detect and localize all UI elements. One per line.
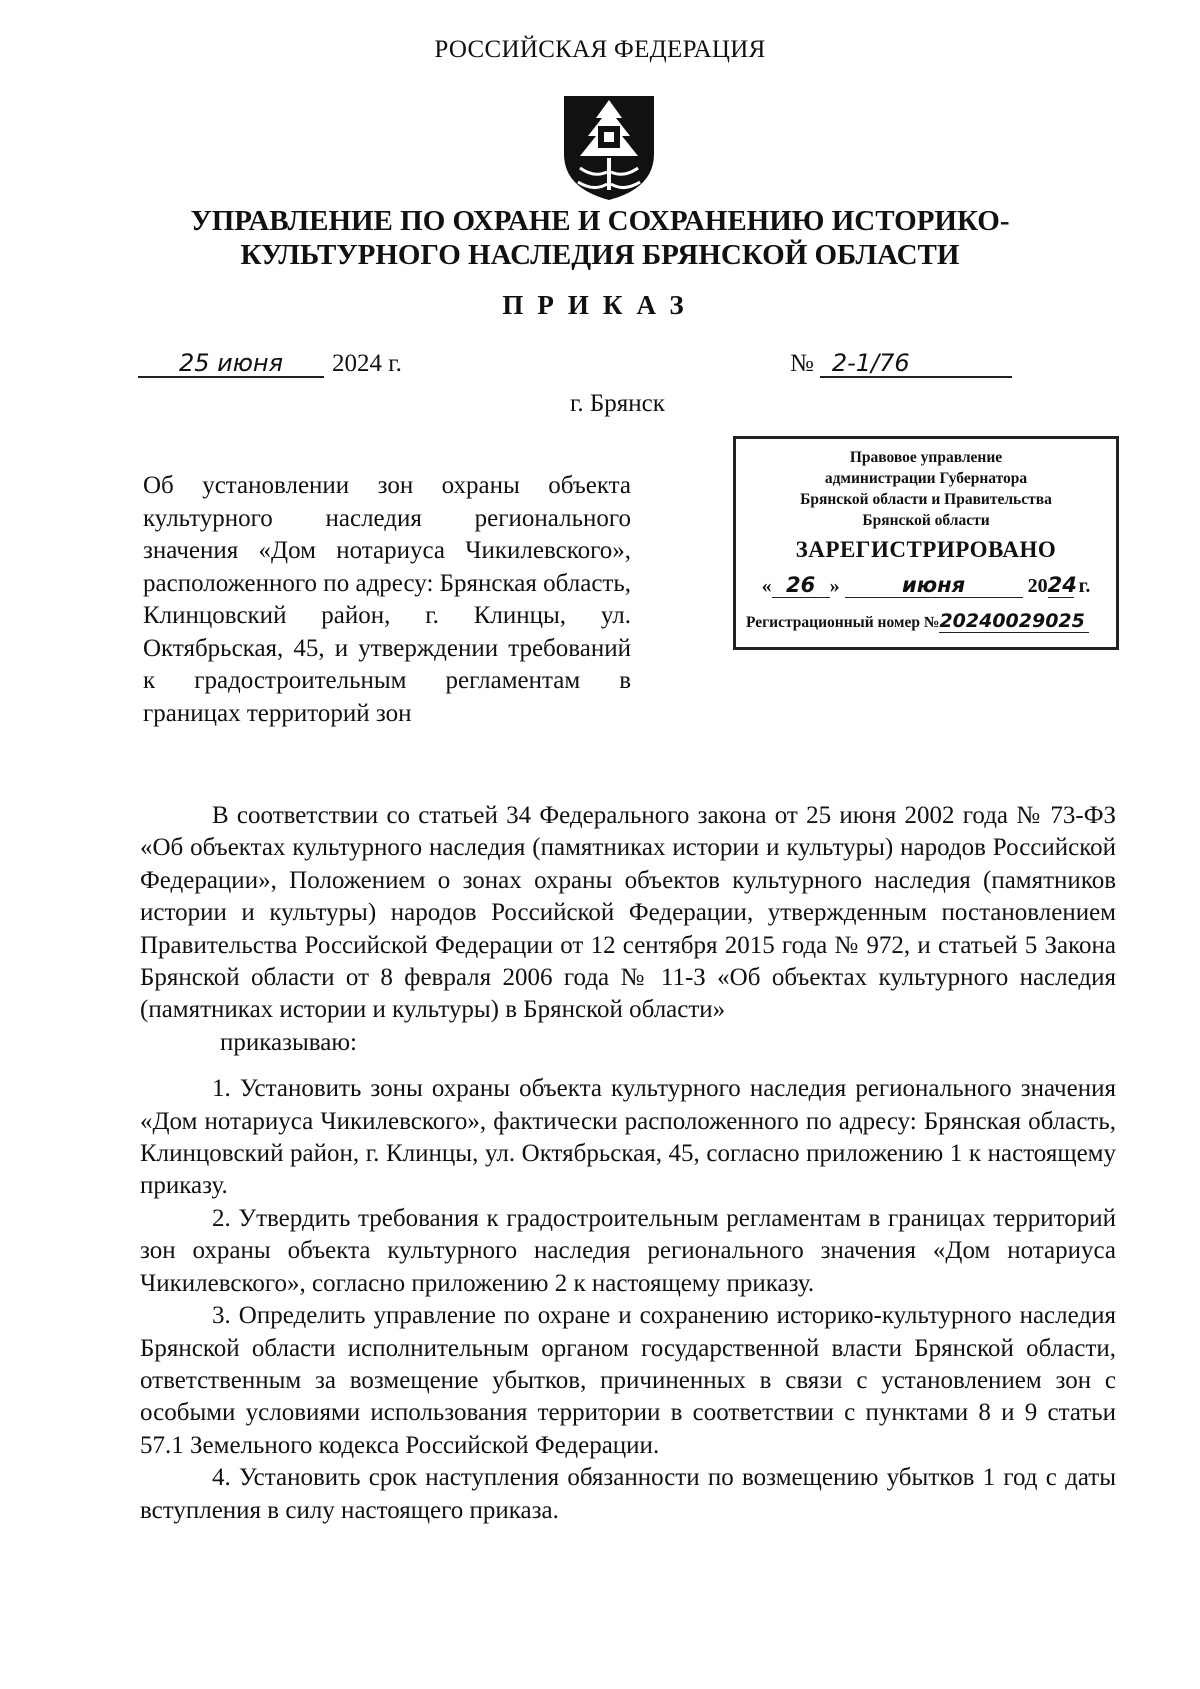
country-heading: РОССИЙСКАЯ ФЕДЕРАЦИЯ [434,36,766,63]
stamp-year-hand: 24 [1047,573,1077,597]
order-item-3: 3. Определить управление по охране и сохранению историко-культурного наследия Брянской области исполнительным органом государственной власти Брянской области, ответственным за возмещение убытков, причиненных в связи с установлением зон с особыми условиями использования территории в соответствии с пунктами 8 и 9 статьи 57.1 Земельного кодекса Российской Федерации. [140,1302,1116,1459]
organization-name-line2: КУЛЬТУРНОГО НАСЛЕДИЯ БРЯНСКОЙ ОБЛАСТИ [240,239,960,271]
preamble-paragraph: В соответствии со статьей 34 Федерального закона от 25 июня 2002 года № 73-ФЗ «Об объектах культурного наследия (памятниках истории и культуры) народов Российской Федерации», Положением о зонах охраны объектов культурного наследия (памятников истории и культуры) народов Российской Федерации, утвержденным постановлением Правительства Российской Федерации от 12 сентября 2015 года № 972, и статьей 5 Закона Брянской области от 8 февраля 2006 года № 11-З «Об объектах культурного наследия (памятниках истории и культуры) в Брянской области» [140,802,1116,1024]
order-number-handwritten: 2-1/76 [820,350,1012,378]
order-number [790,350,1012,378]
coat-of-arms-icon [560,92,658,202]
stamp-reg-number: 20240029025 [939,610,1088,633]
stamp-year-prefix: 20 [1027,575,1048,597]
organization-name-line1: УПРАВЛЕНИЕ ПО ОХРАНЕ И СОХРАНЕНИЮ ИСТОРИКО- [190,205,1010,237]
stamp-year-suffix: г. [1078,575,1091,597]
stamp-month: июня [845,573,1023,598]
stamp-reg-label: Регистрационный номер № [746,614,940,631]
order-date [138,350,402,378]
order-item-1: 1. Установить зоны охраны объекта культурного наследия регионального значения «Дом нотариуса Чикилевского», фактически расположенного по адресу: Брянская область, Клинцовский район, г. Клинцы, ул. Октябрьская, 45, согласно приложению 1 к настоящему приказу. [140,1075,1116,1200]
stamp-line4: Брянской области [862,512,990,529]
stamp-line2: администрации Губернатора [824,470,1028,487]
stamp-registered: ЗАРЕГИСТРИРОВАНО [795,537,1057,562]
organization-name [0,204,1200,272]
order-item-4: 4. Установить срок наступления обязанности по возмещению убытков 1 год с даты вступления в силу настоящего приказа. [140,1464,1116,1524]
stamp-line1: Правовое управление [849,449,1003,466]
document-type: ПРИКАЗ [502,290,698,320]
city: г. Брянск [570,390,665,417]
order-body [140,800,1116,1527]
order-word: приказываю: [220,1028,357,1056]
order-subject: Об установлении зон охраны объекта культурного наследия регионального значения «Дом нотариуса Чикилевского», расположенного по адресу: Брянская область, Клинцовский район, г. Клинцы, ул. Октябрьская, 45, и утверждении требований к градостроительным регламентам в границах территорий зон [143,472,631,727]
registration-stamp [733,436,1119,650]
order-year: 2024 г. [332,350,402,377]
stamp-day: 26 [772,573,830,598]
stamp-reg-number-line [736,610,1116,633]
order-date-handwritten: 25 июня [138,350,324,378]
order-number-prefix: № [790,350,814,377]
order-item-2: 2. Утвердить требования к градостроительным регламентам в границах территорий зон охраны объекта культурного наследия регионального значения «Дом нотариуса Чикилевского», согласно приложению 2 к настоящему приказу. [140,1204,1116,1297]
stamp-date-line: « 26 » июня 2024 г. [761,573,1091,597]
stamp-line3: Брянской области и Правительства [800,491,1052,508]
